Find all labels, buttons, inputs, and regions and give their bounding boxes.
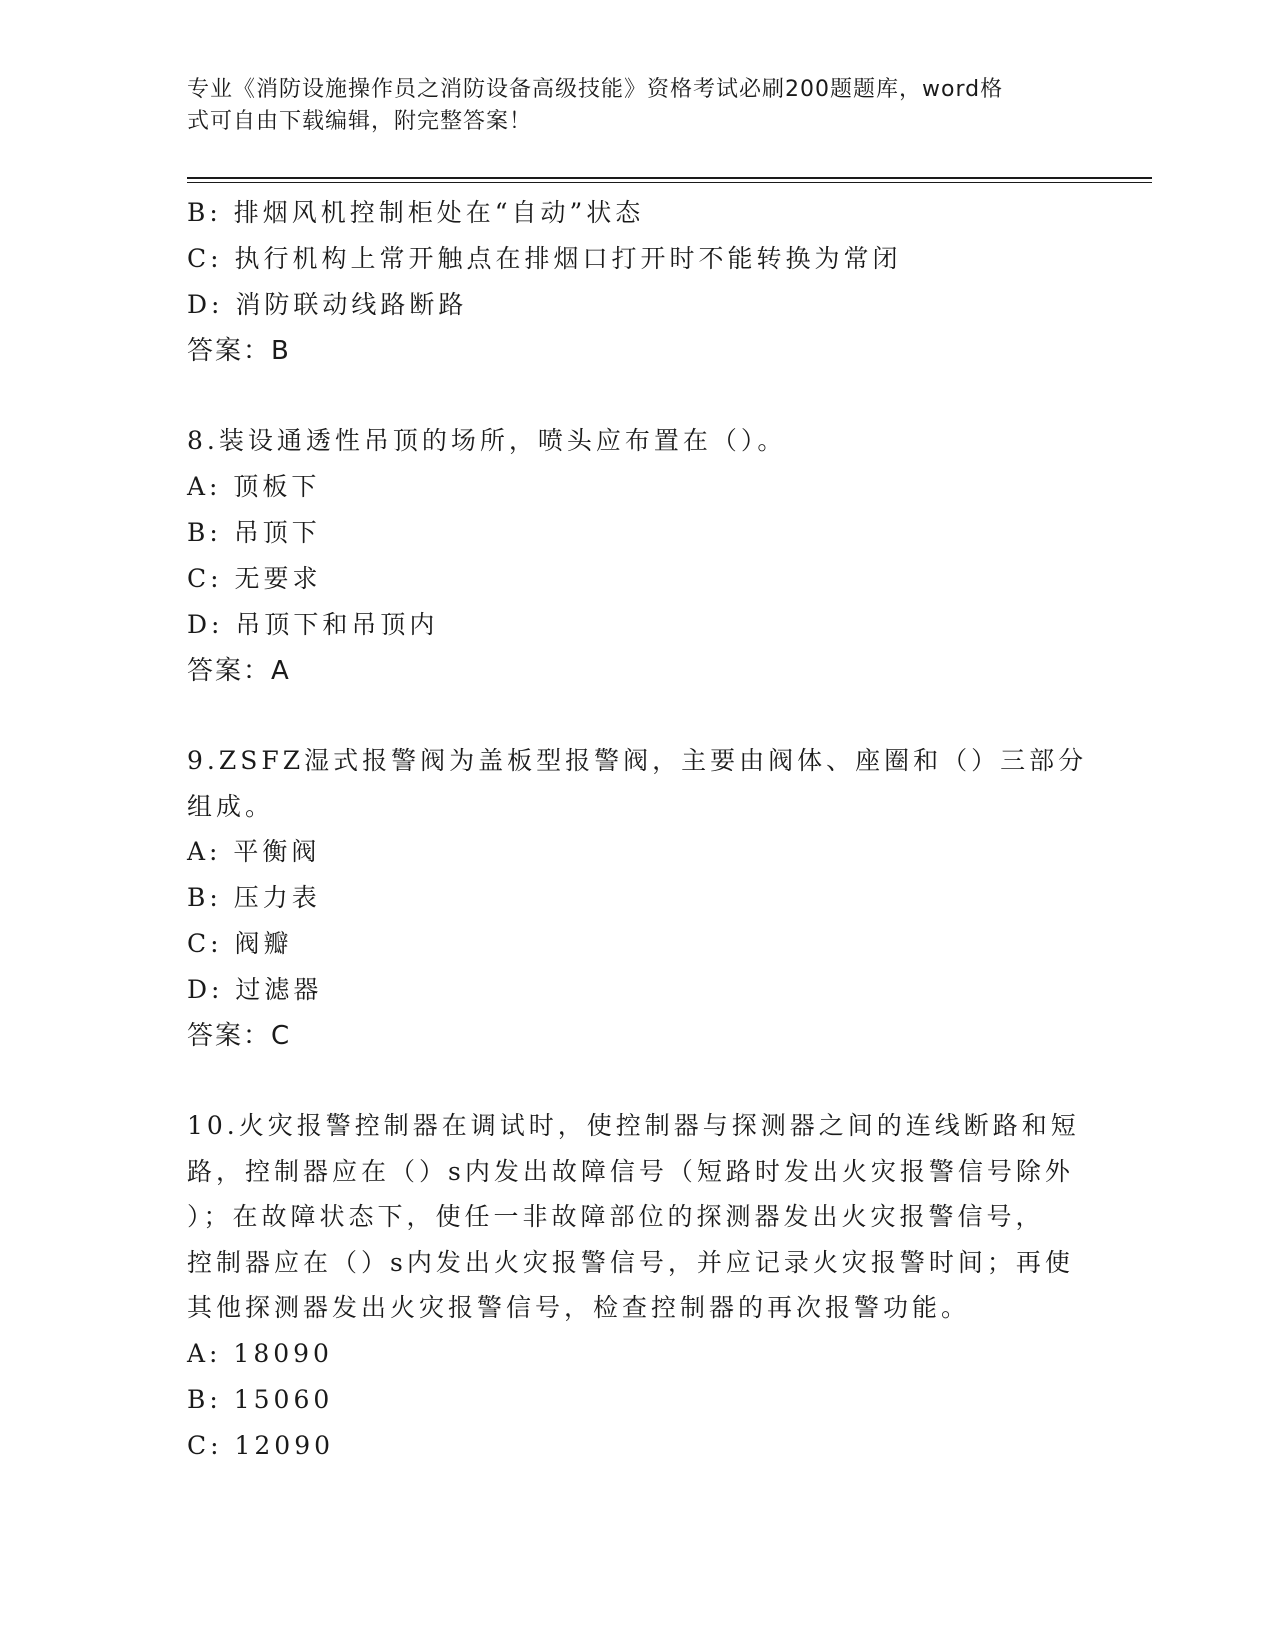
option-d: D: 消防联动线路断路: [187, 290, 468, 319]
option-c: C: 执行机构上常开触点在排烟口打开时不能转换为常闭: [187, 244, 902, 273]
option-d: D: 吊顶下和吊顶内: [187, 610, 439, 639]
header-divider-thin: [187, 182, 1152, 183]
question-10: [187, 1103, 1087, 1469]
question-8: [187, 418, 1087, 694]
answer: 答案：A: [187, 656, 291, 686]
option-c: C: 阀瓣: [187, 929, 293, 958]
option-c: C: 无要求: [187, 564, 322, 593]
option-c: C: 12090: [187, 1430, 335, 1460]
option-d: D: 过滤器: [187, 975, 323, 1004]
answer: 答案：C: [187, 1021, 292, 1051]
question-stem-line: 9.ZSFZ湿式报警阀为盖板型报警阀，主要由阀体、座圈和（）三部分: [187, 746, 1088, 775]
answer: 答案：B: [187, 336, 291, 366]
option-b: B: 排烟风机控制柜处在“自动”状态: [187, 198, 645, 227]
option-a: A: 平衡阀: [187, 837, 321, 866]
question-stem: [187, 1103, 1087, 1331]
question-stem-line: 其他探测器发出火灾报警信号，检查控制器的再次报警功能。: [187, 1293, 971, 1322]
document-header: [187, 74, 1067, 138]
question-9: [187, 738, 1087, 1059]
header-line-1: 专业《消防设施操作员之消防设备高级技能》资格考试必刷200题题库，word格: [187, 77, 1004, 102]
question-stem: [187, 738, 1087, 829]
header-line-2: 式可自由下载编辑，附完整答案！: [187, 109, 533, 134]
option-b: B: 压力表: [187, 883, 321, 912]
option-b: B: 15060: [187, 1384, 334, 1414]
option-a: A: 顶板下: [187, 472, 321, 501]
question-7-tail: [187, 190, 1087, 374]
question-stem-line: 控制器应在（）s内发出火灾报警信号，并应记录火灾报警时间；再使: [187, 1247, 1074, 1277]
question-stem-line: 路，控制器应在（）s内发出故障信号（短路时发出火灾报警信号除外: [187, 1156, 1074, 1186]
question-stem-line: ）；在故障状态下，使任一非故障部位的探测器发出火灾报警信号，: [187, 1202, 1045, 1231]
question-stem-line: 10.火灾报警控制器在调试时，使控制器与探测器之间的连线断路和短: [187, 1111, 1080, 1140]
question-list: [187, 190, 1087, 1469]
option-a: A: 18090: [187, 1338, 333, 1368]
question-stem: 8.装设通透性吊顶的场所，喷头应布置在（）。: [187, 426, 787, 455]
option-b: B: 吊顶下: [187, 518, 321, 547]
header-divider-thick: [187, 177, 1152, 179]
question-stem-line: 组成。: [187, 791, 275, 821]
